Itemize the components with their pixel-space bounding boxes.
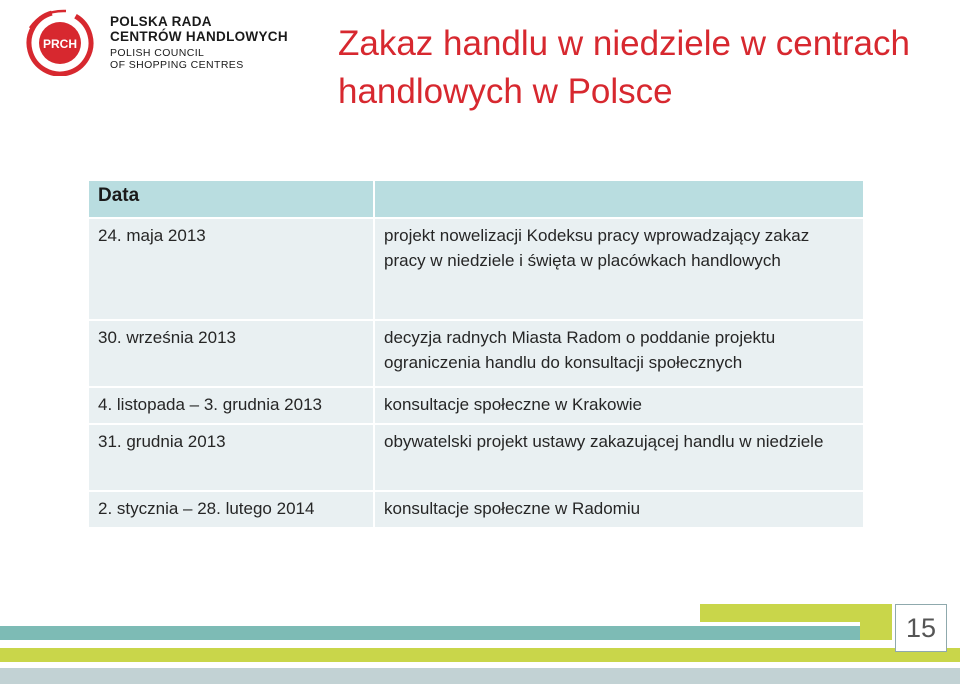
- table-header-row: [88, 180, 864, 218]
- slide-title-line-2: handlowych w Polsce: [338, 72, 673, 111]
- stripe-gray: [0, 668, 960, 684]
- header-date: Data: [88, 180, 374, 218]
- row-event: decyzja radnych Miasta Radom o poddanie projektu ograniczenia handlu do konsultacji społecznych: [374, 320, 864, 387]
- row-date: 4. listopada – 3. grudnia 2013: [88, 387, 374, 424]
- stripe-lime-top: [700, 604, 892, 640]
- slide-title: [338, 20, 938, 116]
- row-event: projekt nowelizacji Kodeksu pracy wprowadzający zakaz pracy w niedziele i święta w placówkach handlowych: [374, 218, 864, 320]
- stripe-teal: [0, 626, 880, 640]
- row-date: 30. września 2013: [88, 320, 374, 387]
- row-date: 2. stycznia – 28. lutego 2014: [88, 491, 374, 528]
- row-date: 31. grudnia 2013: [88, 424, 374, 491]
- slide-title-line-1: Zakaz handlu w niedziele w centrach: [338, 24, 910, 63]
- table-row: [88, 320, 864, 387]
- logo-name-en-2: OF SHOPPING CENTRES: [110, 59, 244, 71]
- row-event: konsultacje społeczne w Krakowie: [374, 387, 864, 424]
- row-date: 24. maja 2013: [88, 218, 374, 320]
- row-event: obywatelski projekt ustawy zakazującej handlu w niedziele: [374, 424, 864, 491]
- prch-logo-badge-icon: [22, 6, 102, 76]
- logo-name-en-1: POLISH COUNCIL: [110, 47, 205, 59]
- prch-logo: [22, 6, 322, 76]
- page-number: 15: [895, 604, 947, 652]
- logo-text: [110, 14, 288, 71]
- logo-name-pl-2: CENTRÓW HANDLOWYCH: [110, 29, 288, 44]
- table-row: [88, 387, 864, 424]
- logo-name-pl-1: POLSKA RADA: [110, 14, 212, 29]
- logo-badge-text: PRCH: [42, 37, 78, 51]
- table-row: [88, 491, 864, 528]
- stripe-lime-bottom: [0, 648, 960, 662]
- row-event: konsultacje społeczne w Radomiu: [374, 491, 864, 528]
- timeline-table: [87, 179, 865, 529]
- table-row: [88, 218, 864, 320]
- table-row: [88, 424, 864, 491]
- header-event: [374, 180, 864, 218]
